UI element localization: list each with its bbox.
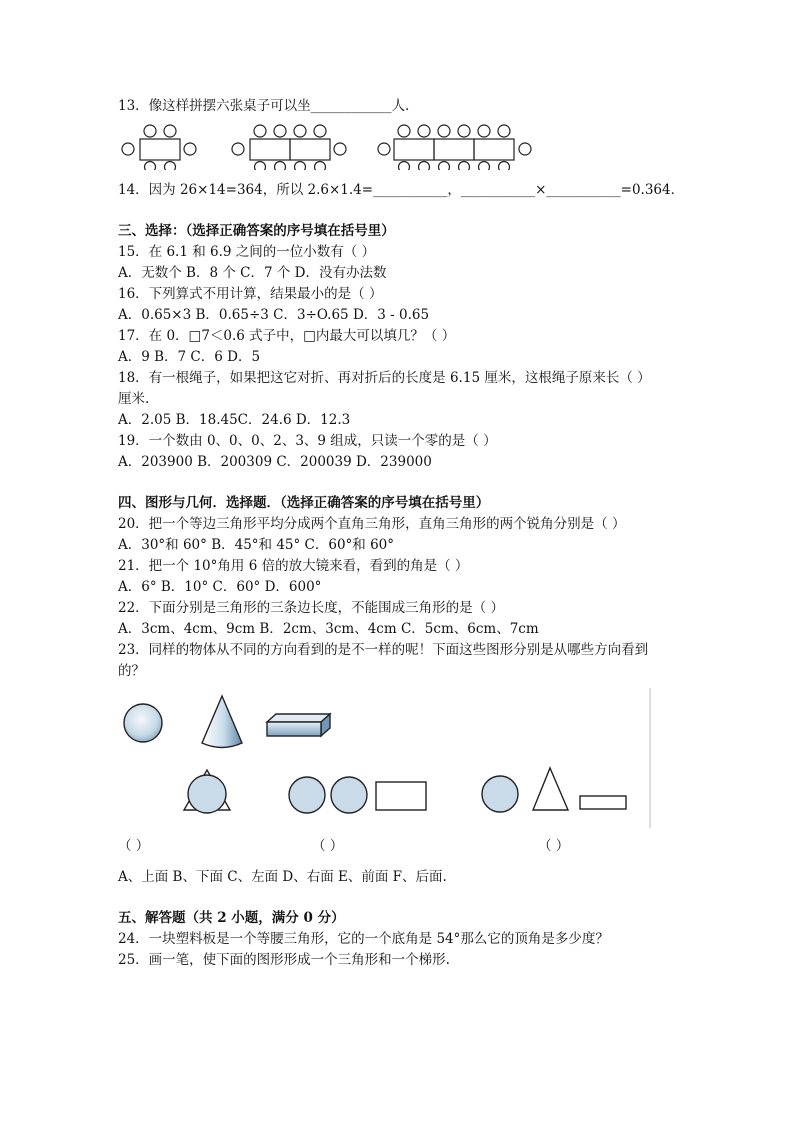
- question-22-options: A．3cm、4cm、9cm B．2cm、3cm、4cm C．5cm、6cm、7cm: [118, 621, 539, 637]
- views-diagram: [112, 688, 652, 828]
- question-20-stem: 20．把一个等边三角形平均分成两个直角三角形，直角三角形的两个锐角分别是（ ）: [118, 516, 626, 532]
- question-25: 25．画一笔，使下面的图形形成一个三角形和一个梯形.: [118, 952, 450, 968]
- view-group-2: [289, 777, 426, 813]
- table-seating-diagram: [118, 120, 538, 170]
- question-15-options: A．无数个 B．8 个 C．7 个 D．没有办法数: [118, 265, 387, 281]
- question-13: 13．像这样拼摆六张桌子可以坐____________人．: [118, 98, 419, 114]
- section-4-title: 四、图形与几何．选择题．（选择正确答案的序号填在括号里）: [118, 495, 490, 511]
- view-group-1: [184, 770, 230, 813]
- question-14: 14．因为 26×14=364，所以 2.6×1.4=___________，___________×___________=0.364．: [118, 182, 685, 198]
- section-5-title: 五、解答题（共 2 小题，满分 0 分）: [118, 910, 345, 926]
- cuboid-object: [267, 714, 330, 736]
- question-21-stem: 21．把一个 10°角用 6 倍的放大镜来看，看到的角是（ ）: [118, 558, 469, 574]
- question-23-options: A、上面 B、下面 C、左面 D、右面 E、前面 F、后面.: [118, 869, 447, 885]
- question-19-options: A．203900 B．200309 C．200039 D．239000: [118, 454, 432, 470]
- question-23-stem: 23．同样的物体从不同的方向看到的是不一样的呢！下面这些图形分别是从哪些方向看到: [118, 642, 649, 658]
- section-3-title: 三、选择：（选择正确答案的序号填在括号里）: [118, 223, 395, 239]
- view-group-3: [482, 768, 626, 812]
- question-18-stem-cont: 厘米.: [118, 391, 150, 407]
- views-figure: [112, 688, 652, 828]
- question-18-stem: 18．有一根绳子，如果把这它对折、再对折后的长度是 6.15 厘米，这根绳子原来长（ ）: [118, 370, 651, 386]
- question-15-stem: 15．在 6.1 和 6.9 之间的一位小数有（ ）: [118, 244, 376, 260]
- question-16-options: A．0.65×3 B．0.65÷3 C．3÷O.65 D．3 - 0.65: [118, 307, 430, 323]
- question-21-options: A．6° B．10° C．60° D．600°: [118, 579, 322, 595]
- question-16-stem: 16．下列算式不用计算，结果最小的是（ ）: [118, 286, 383, 302]
- question-23-stem-cont: 的？: [118, 663, 145, 679]
- question-17-stem: 17．在 0．□7＜0.6 式子中，□内最大可以填几？（ ）: [118, 328, 456, 344]
- question-19-stem: 19．一个数由 0、0、0、2、3、9 组成，只读一个零的是（ ）: [118, 433, 497, 449]
- question-24: 24．一块塑料板是一个等腰三角形，它的一个底角是 54°那么它的顶角是多少度？: [118, 931, 609, 947]
- question-17-options: A．9 B．7 C．6 D．5: [118, 349, 261, 365]
- question-20-options: A．30°和 60° B．45°和 45° C．60°和 60°: [118, 537, 395, 553]
- q23-blank-1[interactable]: （ ）: [118, 838, 150, 854]
- q23-blank-3[interactable]: （ ）: [538, 838, 570, 854]
- q23-blank-2[interactable]: （ ）: [312, 838, 344, 854]
- sphere-object: [124, 704, 162, 742]
- question-22-stem: 22．下面分别是三角形的三条边长度，不能围成三角形的是（ ）: [118, 600, 504, 616]
- table-seating-figure: [118, 120, 538, 170]
- question-18-options: A．2.05 B．18.45C．24.6 D．12.3: [118, 412, 351, 428]
- cone-object: [202, 696, 242, 748]
